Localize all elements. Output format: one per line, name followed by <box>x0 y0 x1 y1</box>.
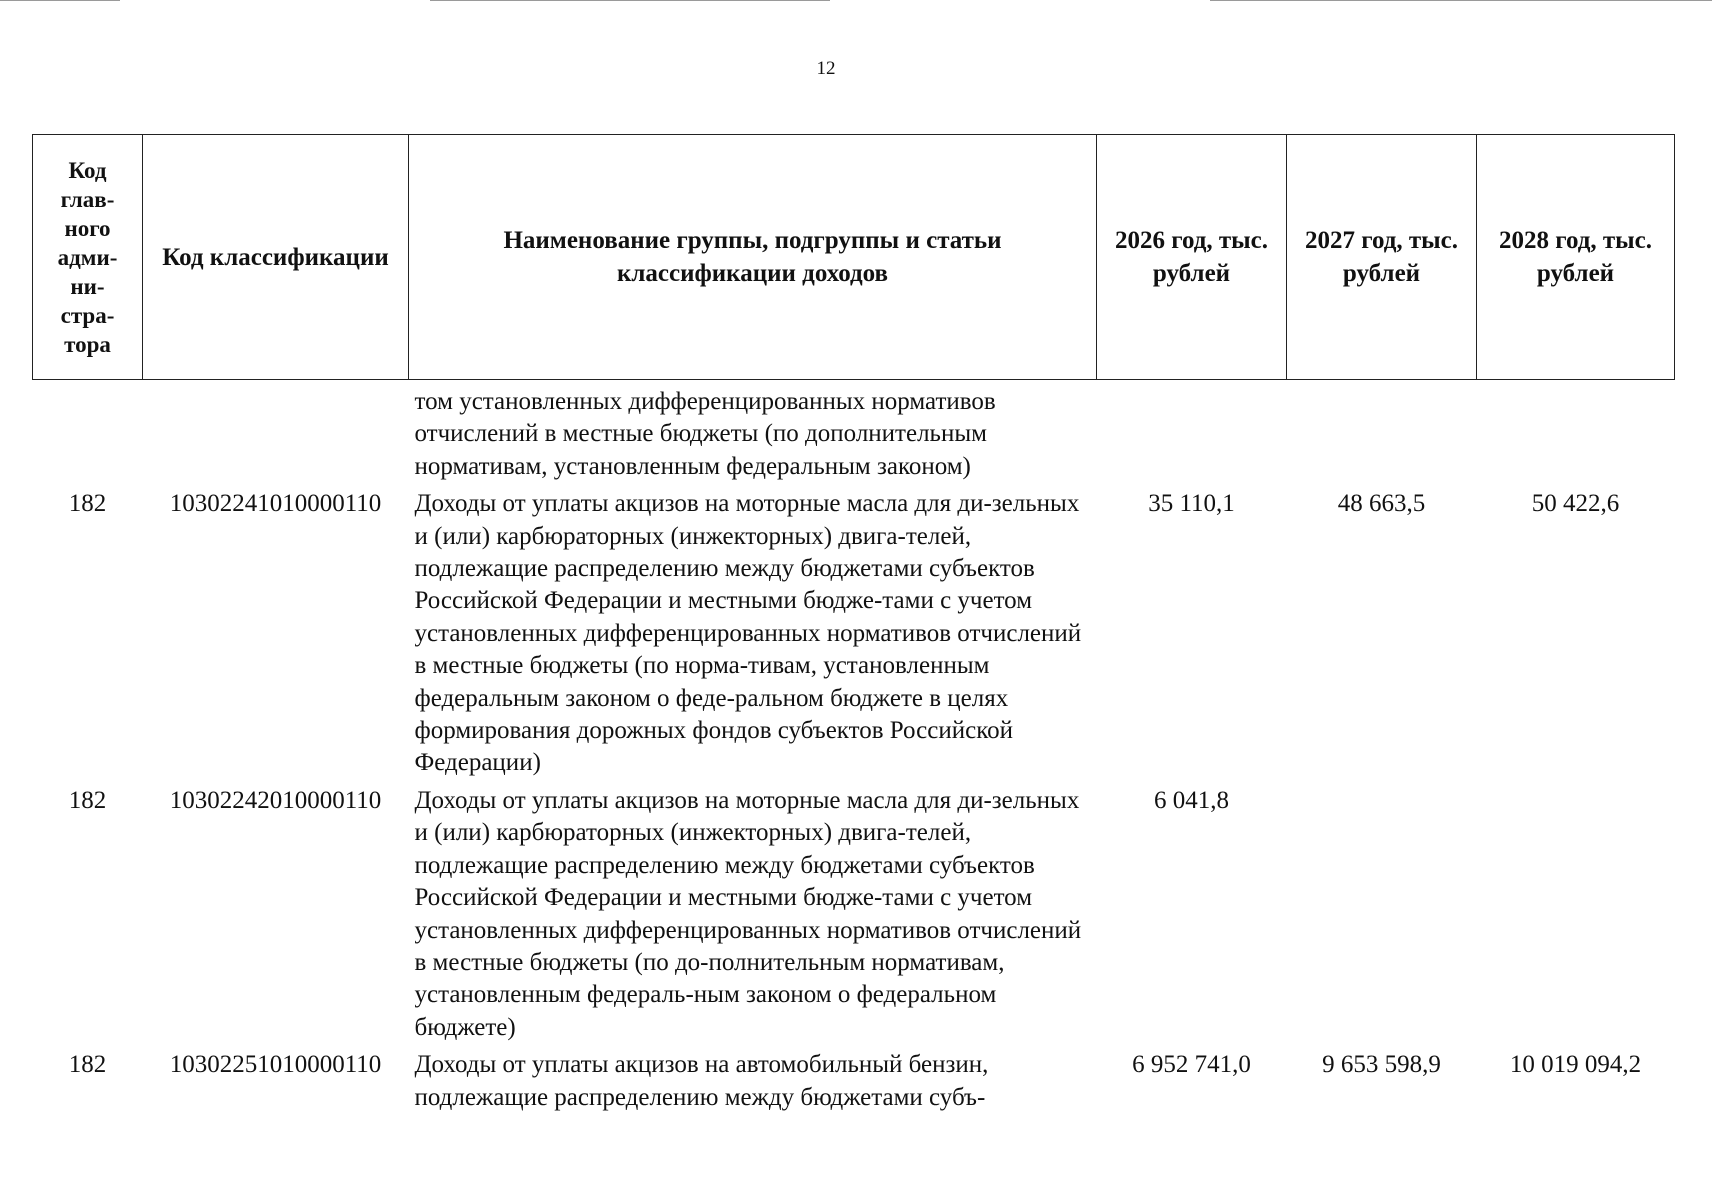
cell-2026 <box>1097 380 1287 484</box>
header-2028-label: 2028 год, тыс. рублей <box>1498 227 1653 287</box>
cell-2028 <box>1477 780 1675 1044</box>
header-2026-label: 2026 год, тыс. рублей <box>1114 227 1269 287</box>
cell-name: том установленных дифференцированных нормативов отчислений в местные бюджеты (по дополнительным нормативам, установленным федеральным законом) <box>414 388 996 480</box>
cell-2027: 9 653 598,9 <box>1322 1051 1441 1079</box>
cell-class-code <box>143 380 409 484</box>
cell-admin-code: 182 <box>68 1051 107 1079</box>
cell-2027: 48 663,5 <box>1337 490 1426 518</box>
scan-edge-line <box>1210 0 1712 1</box>
page-number: 12 <box>816 58 836 79</box>
cell-2027 <box>1287 380 1477 484</box>
table-header-row <box>33 135 1675 380</box>
cell-admin-code <box>33 380 143 484</box>
cell-class-code: 10302241010000110 <box>169 490 382 518</box>
table-row <box>33 483 1675 780</box>
header-2028 <box>1477 135 1675 380</box>
header-name <box>409 135 1097 380</box>
cell-name: Доходы от уплаты акцизов на моторные масла для ди-зельных и (или) карбюраторных (инжекторных) двига-телей, подлежащие распределению между бюджетами субъектов Российской Федерации и местными бюдже-тами с учетом установленных дифференцированных нормативов отчислений в местные бюджеты (по до-полнительным нормативам, установленным федераль-ным законом о федеральном бюджете) <box>414 786 1082 1041</box>
cell-admin-code: 182 <box>68 490 107 518</box>
header-admin-code-label: Код глав-ного адми-ни-стра-тора <box>57 157 118 357</box>
header-2027-label: 2027 год, тыс. рублей <box>1304 227 1459 287</box>
cell-class-code: 10302251010000110 <box>169 1051 382 1079</box>
scan-edge-line <box>430 0 830 1</box>
cell-name: Доходы от уплаты акцизов на моторные масла для ди-зельных и (или) карбюраторных (инжекторных) двига-телей, подлежащие распределению между бюджетами субъектов Российской Федерации и местными бюдже-тами с учетом установленных дифференцированных нормативов отчислений в местные бюджеты (по норма-тивам, установленным федеральным законом о феде-ральном бюджете в целях формирования дорожных фондов субъектов Российской Федерации) <box>414 490 1082 777</box>
table-row <box>33 1044 1675 1114</box>
header-admin-code <box>33 135 143 380</box>
header-class-code <box>143 135 409 380</box>
cell-2028: 10 019 094,2 <box>1509 1051 1642 1079</box>
cell-name: Доходы от уплаты акцизов на автомобильный бензин, подлежащие распределению между бюджетами субъ- <box>414 1051 989 1111</box>
header-name-label: Наименование группы, подгруппы и статьи классификации доходов <box>503 227 1002 287</box>
revenue-table <box>32 134 1675 1114</box>
header-2026 <box>1097 135 1287 380</box>
table-row <box>33 780 1675 1044</box>
cell-2027 <box>1287 780 1477 1044</box>
cell-2026: 6 952 741,0 <box>1132 1051 1251 1079</box>
cell-2026: 35 110,1 <box>1148 490 1235 518</box>
scan-edge-line <box>0 0 120 1</box>
cell-2028: 50 422,6 <box>1531 490 1620 518</box>
header-class-code-label: Код классификации <box>162 243 389 271</box>
cell-2026: 6 041,8 <box>1154 786 1229 814</box>
table-row <box>33 380 1675 484</box>
cell-admin-code: 182 <box>68 786 107 814</box>
header-2027 <box>1287 135 1477 380</box>
cell-class-code: 10302242010000110 <box>169 786 382 814</box>
cell-2028 <box>1477 380 1675 484</box>
